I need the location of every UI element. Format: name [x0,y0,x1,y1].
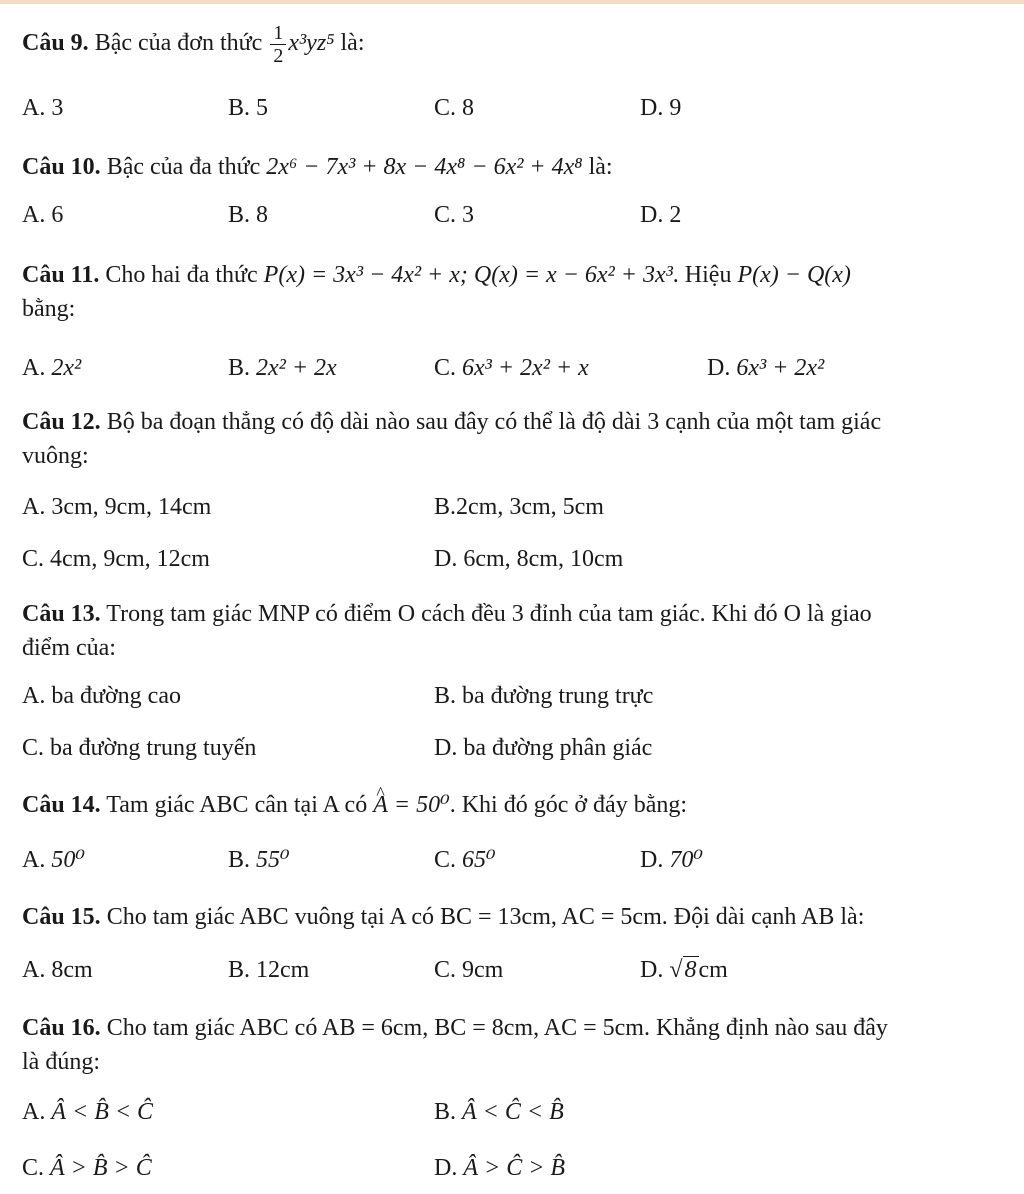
question-label: Câu 16. [22,1015,101,1041]
question-label: Câu 10. [22,154,101,180]
option-a[interactable]: A. 6 [22,202,64,228]
option-d[interactable]: D. 2 [640,202,682,228]
question-text: Cho tam giác ABC vuông tại A có BC = 13cm, AC = 5cm. Đội dài cạnh AB là: [106,904,865,930]
options-row [22,1099,1012,1135]
question-continuation: vuông: [22,443,89,469]
question-label: Câu 9. [22,30,89,57]
option-a[interactable]: A. 3 [22,95,64,121]
question-text: Tam giác ABC cân tại A có [106,792,368,818]
option-c[interactable]: C. 9cm [434,957,504,983]
question-label: Câu 14. [22,792,101,818]
option-c[interactable]: C. 4cm, 9cm, 12cm [22,546,210,572]
question-text: Bậc của đa thức [106,154,261,180]
option-c[interactable]: C. 6x³ + 2x² + x [434,355,589,381]
question-continuation: bằng: [22,296,76,322]
question-13 [22,597,1012,665]
option-b[interactable]: B.2cm, 3cm, 5cm [434,494,604,520]
option-b[interactable]: B. 2x² + 2x [228,355,337,381]
options-row [22,735,1012,771]
option-a[interactable]: A. 8cm [22,957,93,983]
question-text: Cho hai đa thức [105,262,258,288]
options-row [22,95,1012,131]
option-d[interactable]: D. ba đường phân giác [434,735,653,761]
question-text: Cho tam giác ABC có AB = 6cm, BC = 8cm, AC = 5cm. Khẳng định nào sau đây [106,1015,888,1041]
math-expression: x³yz⁵ [288,30,335,57]
option-d[interactable]: D. Â > Ĉ > B̂ [434,1155,566,1181]
option-b[interactable]: B. 5 [228,95,269,121]
question-text: Bộ ba đoạn thẳng có độ dài nào sau đây có thể là độ dài 3 cạnh của một tam giác [106,409,882,435]
option-b[interactable]: B. ba đường trung trực [434,683,654,709]
math-expression: P(x) = 3x³ − 4x² + x; Q(x) = x − 6x² + 3x³ [263,262,673,288]
question-16 [22,1011,1012,1079]
option-a[interactable]: A. ba đường cao [22,683,181,709]
options-row [22,1155,1012,1191]
option-d[interactable]: D. 9 [640,95,682,121]
question-10 [22,150,1012,184]
options-row [22,355,1012,391]
question-tail: là: [588,154,613,180]
option-c[interactable]: C. ba đường trung tuyến [22,735,257,761]
question-11 [22,258,1012,326]
options-row [22,202,1012,238]
question-label: Câu 13. [22,601,101,627]
option-b[interactable]: B. 12cm [228,957,310,983]
question-text: Trong tam giác MNP có điểm O cách đều 3 đỉnh của tam giác. Khi đó O là giao [106,601,872,627]
question-label: Câu 12. [22,409,101,435]
option-d[interactable]: D. √8cm [640,957,728,983]
question-15 [22,900,1012,934]
option-b[interactable]: B. Â < Ĉ < B̂ [434,1099,564,1125]
math-expression: = 50⁰ [393,792,450,818]
question-text: Bậc của đơn thức [94,30,263,57]
option-b[interactable]: B. 55⁰ [228,847,290,873]
option-a[interactable]: A. 3cm, 9cm, 14cm [22,494,212,520]
options-row [22,957,1012,993]
option-c[interactable]: C. 8 [434,95,475,121]
option-c[interactable]: C. Â > B̂ > Ĉ [22,1155,152,1181]
option-d[interactable]: D. 6cm, 8cm, 10cm [434,546,624,572]
option-d[interactable]: D. 6x³ + 2x² [707,355,825,381]
options-row [22,683,1012,719]
question-tail: . Khi đó góc ở đáy bằng: [449,792,688,818]
question-label: Câu 15. [22,904,101,930]
option-c[interactable]: C. 3 [434,202,475,228]
option-a[interactable]: A. 50⁰ [22,847,85,873]
question-9 [22,22,1012,67]
option-a[interactable]: A. 2x² [22,355,82,381]
question-tail: . Hiệu [672,262,732,288]
math-expression-2: P(x) − Q(x) [737,262,851,288]
angle-symbol: ^ A [373,788,388,822]
math-expression: 2x⁶ − 7x³ + 8x − 4x⁸ − 6x² + 4x⁸ [266,154,583,180]
question-12 [22,405,1012,473]
question-14 [22,788,1012,822]
options-row [22,494,1012,530]
question-label: Câu 11. [22,262,100,288]
option-a[interactable]: A. Â < B̂ < Ĉ [22,1099,154,1125]
option-c[interactable]: C. 65⁰ [434,847,496,873]
options-row [22,546,1012,582]
options-row [22,845,1012,881]
fraction: $\frac{1}{2}$ [270,22,286,67]
option-d[interactable]: D. 70⁰ [640,847,703,873]
question-tail: là: [340,30,365,57]
sqrt-radicand: 8 [684,957,697,983]
question-continuation: là đúng: [22,1049,100,1075]
option-b[interactable]: B. 8 [228,202,269,228]
question-continuation: điểm của: [22,635,116,661]
